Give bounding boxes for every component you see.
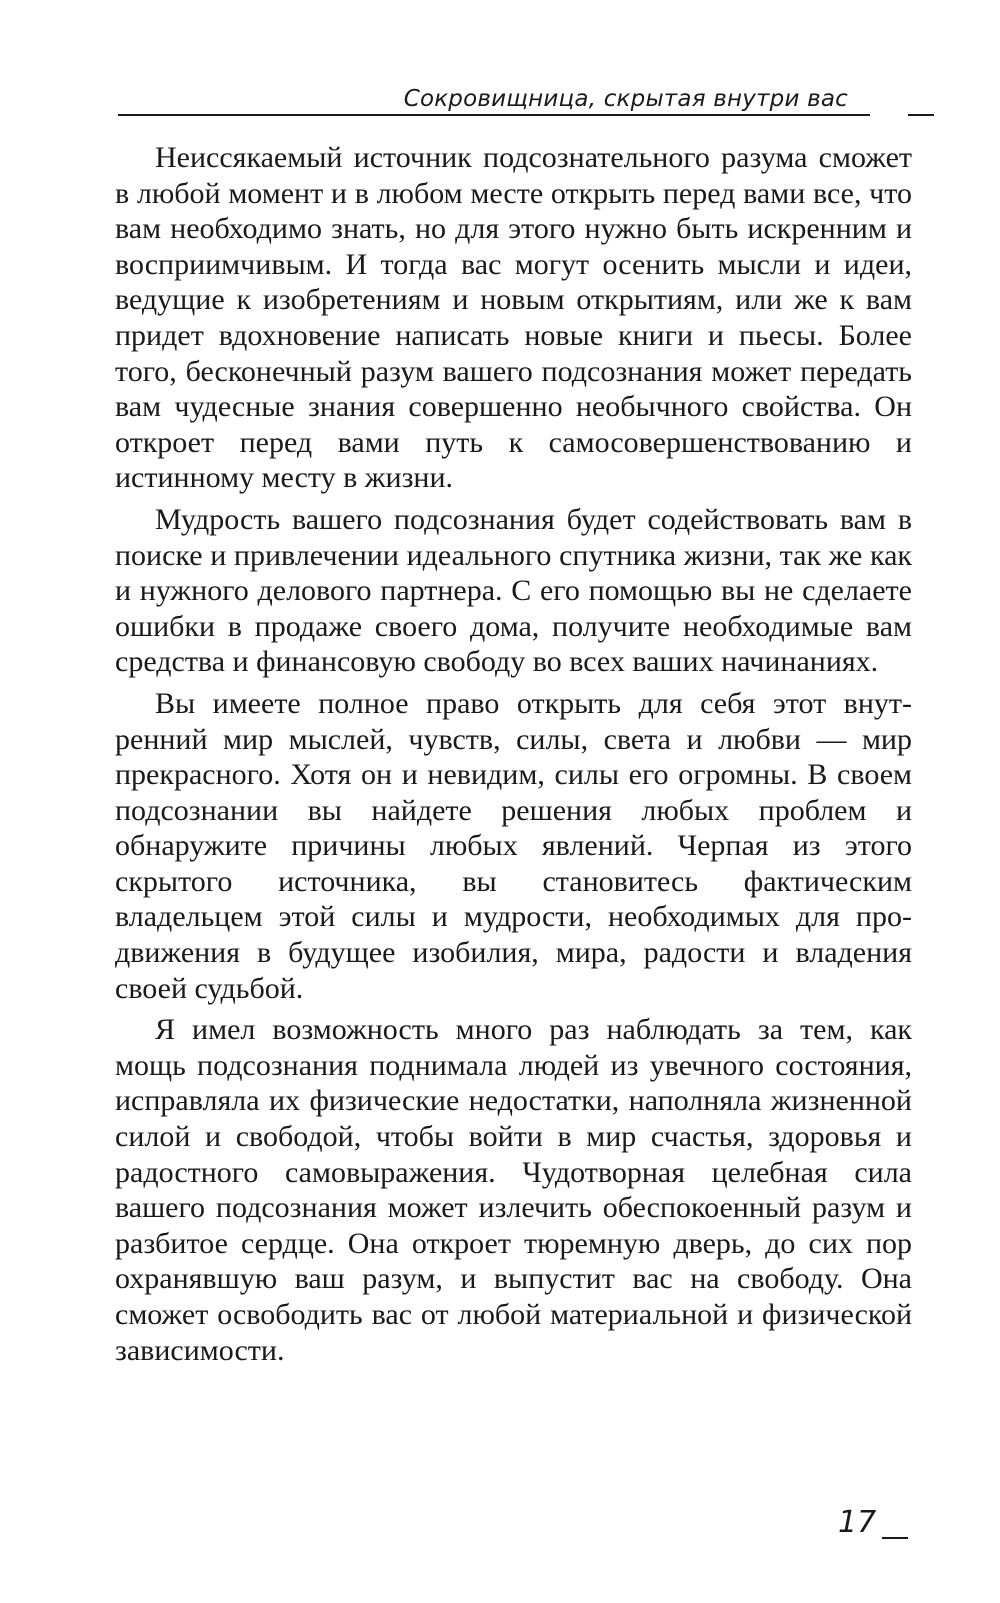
page-footer: [838, 1505, 928, 1545]
header-dash: [908, 114, 934, 116]
paragraph-1: Неиссякаемый источник подсознательного разума сможет в любой момент и в любом месте открыть перед вами все, что вам необходимо знать, но для этого нужно быть искренним и восприимчивым. И тогда вас могут осенить мысли и идеи, ведущие к изобретениям и новым открытиям, или же к вам придет вдохновение написать новые книги и пьесы. Более того, бесконечный разум вашего подсознания может передать вам чудесные знания совершенно необычного свойства. Он откроет перед вами путь к самосовершенствованию и истинному месту в жизни.: [115, 141, 912, 495]
footer-dash: [882, 1537, 908, 1539]
running-title: Сокровищница, скрытая внутри вас: [398, 85, 852, 113]
page-number: 17: [838, 1505, 877, 1540]
paragraph-4: Я имел возможность много раз наблюдать за тем, как мощь подсознания поднимала людей из увечного состояния, исправляла их физические недостатки, наполняла жизненной силой и свободой, чтобы войти в мир счастья, здоровья и радостного самовыражения. Чудотворная целебная сила вашего подсознания может излечить обеспокоенный разум и разбитое сердце. Она откроет тюремную дверь, до сих пор охранявшую ваш разум, и выпустит вас на свободу. Она сможет освободить вас от любой материальной и физической зависимости.: [115, 1013, 912, 1367]
body-text: [115, 140, 912, 1374]
running-header: [118, 82, 938, 118]
paragraph-2: Мудрость вашего подсознания будет содействовать вам в поиске и привлечении идеального спутника жизни, так же как и нужного делового партнера. С его помощью вы не сделаете ошибки в продаже своего дома, получите необходимые вам средства и финансовую свободу во всех ваших начинаниях.: [115, 502, 912, 679]
paragraph-3: Вы имеете полное право открыть для себя этот внутренний мир мыслей, чувств, силы, света и любви — мир прекрасного. Хотя он и невидим, силы его огромны. В своем подсознании вы найдете решения любых проблем и обнаружите причины любых явлений. Черпая из этого скрытого источника, вы становитесь фактическим владельцем этой силы и мудрости, необходимых для продвижения в будущее изобилия, мира, радости и владения своей судьбой.: [115, 686, 912, 1005]
header-rule: [118, 114, 870, 116]
